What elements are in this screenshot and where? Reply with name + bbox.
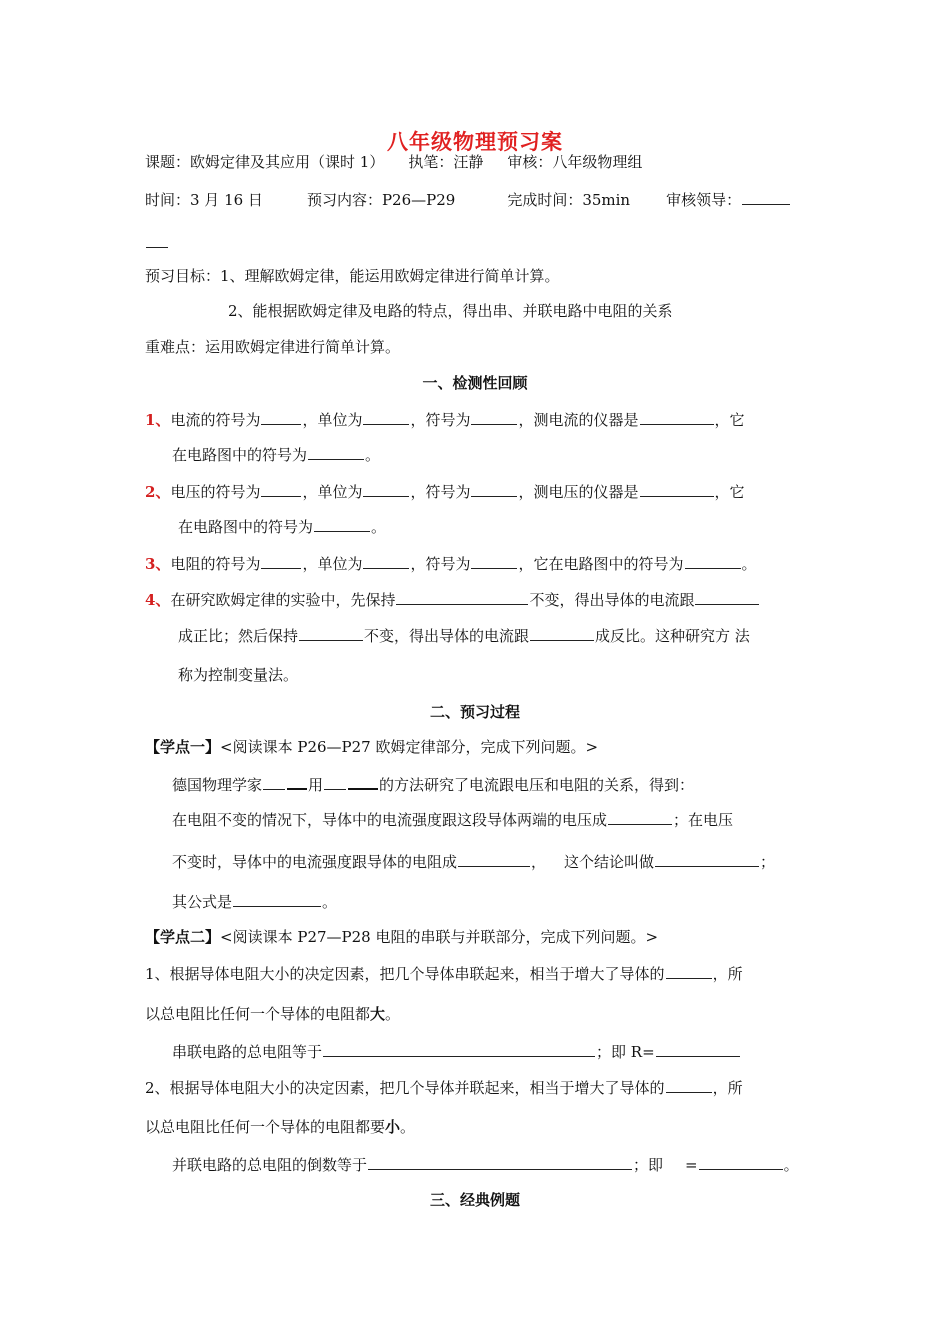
p2-text-a: 1、根据导体电阻大小的决定因素，把几个导体串联起来，相当于增大了导体的 <box>145 965 665 983</box>
p1-blank-6[interactable] <box>233 891 321 907</box>
p1-text-a: 德国物理学家 <box>172 776 263 794</box>
point-2-s1-line-1 <box>145 963 743 984</box>
point-1-line-3 <box>172 851 775 872</box>
q2-text-g: 。 <box>371 518 387 536</box>
leader-blank-2[interactable] <box>146 232 168 248</box>
p2-blank-2[interactable] <box>323 1041 595 1057</box>
q2-blank-1[interactable] <box>261 481 301 497</box>
q1-blank-2[interactable] <box>363 409 409 425</box>
p1-blank-3[interactable] <box>608 809 672 825</box>
p2-text-l: 。 <box>400 1118 416 1136</box>
key-point: 重难点：运用欧姆定律进行简单计算。 <box>145 338 401 356</box>
q1-text-g: 。 <box>365 446 381 464</box>
point-1-text: <阅读课本 P26—P27 欧姆定律部分，完成下列问题。> <box>220 738 599 756</box>
q3-text-d: ，它在电路图中的符号为 <box>518 555 684 573</box>
q4-text-a: 在研究欧姆定律的实验中，先保持 <box>170 591 396 609</box>
q3-text-c: ，符号为 <box>410 555 471 573</box>
q4-number: 4、 <box>145 591 171 609</box>
q1-text-e: ，它 <box>714 411 745 429</box>
p2-blank-5[interactable] <box>368 1154 632 1170</box>
p1-text-b: 用 <box>308 776 324 794</box>
q2-text-d: ，测电压的仪器是 <box>518 483 639 501</box>
p2-text-e: 。 <box>385 1005 401 1023</box>
q4-blank-1[interactable] <box>396 589 528 605</box>
q3-number: 3、 <box>145 555 171 573</box>
q3-blank-4[interactable] <box>685 553 741 569</box>
question-2-line-2 <box>178 516 386 537</box>
p2-blank-4[interactable] <box>666 1077 712 1093</box>
q2-blank-5[interactable] <box>314 516 370 532</box>
q3-blank-2[interactable] <box>363 553 409 569</box>
q1-blank-1[interactable] <box>261 409 301 425</box>
q2-text-c: ，符号为 <box>410 483 471 501</box>
p1-text-i: ； <box>760 853 776 871</box>
p1-blank-5[interactable] <box>655 851 759 867</box>
meta-line-2 <box>145 189 791 210</box>
document-title: 八年级物理预习案 <box>387 129 563 154</box>
p2-text-d: 大 <box>370 1005 386 1023</box>
question-4-line-2 <box>178 625 750 646</box>
question-4-line-3: 称为控制变量法。 <box>178 666 299 684</box>
p2-text-h: 2、根据导体电阻大小的决定因素，把几个导体并联起来，相当于增大了导体的 <box>145 1079 665 1097</box>
question-1-line-1 <box>145 409 745 430</box>
time-text: 时间：3 月 16 日 <box>145 191 263 209</box>
q2-blank-2[interactable] <box>363 481 409 497</box>
q4-text-e: 成反比。这种研究方 法 <box>595 627 750 645</box>
point-1-line-2 <box>172 809 733 830</box>
leader-blank-continued <box>145 232 169 253</box>
q1-blank-3[interactable] <box>471 409 517 425</box>
q1-text-f: 在电路图中的符号为 <box>172 446 308 464</box>
p1-blank-2a[interactable] <box>324 774 346 790</box>
point-1-header <box>145 737 598 757</box>
q2-text-b: ，单位为 <box>302 483 363 501</box>
section-3-heading: 三、经典例题 <box>429 1191 520 1209</box>
point-2-s2-line-3 <box>172 1154 799 1175</box>
q2-number: 2、 <box>145 483 171 501</box>
p2-text-o: = <box>685 1156 698 1174</box>
p1-blank-4[interactable] <box>458 851 530 867</box>
q4-blank-3[interactable] <box>299 625 363 641</box>
p2-text-i: ，所 <box>712 1079 743 1097</box>
duration-text: 完成时间：35min <box>507 191 631 209</box>
q3-text-e: 。 <box>741 555 757 573</box>
leader-text: 审核领导： <box>666 191 742 209</box>
p1-text-g: ， <box>531 853 547 871</box>
q3-blank-1[interactable] <box>261 553 301 569</box>
q4-blank-4[interactable] <box>530 625 594 641</box>
q4-blank-2[interactable] <box>695 589 759 605</box>
point-2-s1-line-3 <box>172 1041 741 1062</box>
goal-2: 2、能根据欧姆定律及电路的特点，得出串、并联电路中电阻的关系 <box>228 302 673 320</box>
point-2-label: 【学点二】 <box>145 928 221 946</box>
p1-text-k: 。 <box>322 893 338 911</box>
section-2-heading: 二、预习过程 <box>429 703 520 721</box>
q4-text-b: 不变，得出导体的电流跟 <box>529 591 695 609</box>
p2-blank-6[interactable] <box>699 1154 783 1170</box>
q1-blank-5[interactable] <box>308 444 364 460</box>
q3-text-a: 电阻的符号为 <box>170 555 261 573</box>
question-4-line-1 <box>145 589 760 610</box>
meta-line-1 <box>145 152 642 172</box>
question-1-line-2 <box>172 444 380 465</box>
p2-text-g: ；即 R= <box>596 1043 655 1061</box>
point-2-s2-line-2 <box>145 1117 415 1137</box>
content-text: 预习内容：P26—P29 <box>306 191 456 209</box>
point-2-text: <阅读课本 P27—P28 电阻的串联与并联部分，完成下列问题。> <box>220 928 659 946</box>
p1-text-d: 在电阻不变的情况下，导体中的电流强度跟这段导体两端的电压成 <box>172 811 608 829</box>
p1-text-f: 不变时，导体中的电流强度跟导体的电阻成 <box>172 853 458 871</box>
q1-text-a: 电流的符号为 <box>170 411 261 429</box>
q2-text-f: 在电路图中的符号为 <box>178 518 314 536</box>
p1-text-e: ；在电压 <box>673 811 734 829</box>
point-2-header <box>145 927 658 947</box>
q1-text-c: ，符号为 <box>410 411 471 429</box>
p2-text-k: 小 <box>385 1118 401 1136</box>
q2-text-e: ，它 <box>714 483 745 501</box>
point-2-s1-line-2 <box>145 1004 400 1024</box>
p1-text-j: 其公式是 <box>172 893 233 911</box>
p2-text-j: 以总电阻比任何一个导体的电阻都要 <box>145 1118 386 1136</box>
point-1-line-4 <box>172 891 337 912</box>
author-text: 执笔：汪静 <box>408 153 484 171</box>
q1-number: 1、 <box>145 411 171 429</box>
goal-1: 预习目标：1、理解欧姆定律，能运用欧姆定律进行简单计算。 <box>145 267 560 285</box>
q4-text-d: 不变，得出导体的电流跟 <box>364 627 530 645</box>
point-1-line-1 <box>172 773 694 795</box>
q4-text-c: 成正比；然后保持 <box>178 627 299 645</box>
q2-blank-4[interactable] <box>640 481 714 497</box>
p1-blank-2b[interactable] <box>348 773 378 790</box>
q1-blank-4[interactable] <box>640 409 714 425</box>
q1-text-b: ，单位为 <box>302 411 363 429</box>
q3-blank-3[interactable] <box>471 553 517 569</box>
point-2-s2-line-1 <box>145 1077 743 1098</box>
p2-text-n: ；即 <box>633 1156 664 1174</box>
section-1-heading: 一、检测性回顾 <box>422 374 528 392</box>
p2-blank-3[interactable] <box>656 1041 740 1057</box>
p1-text-h: 这个结论叫做 <box>564 853 655 871</box>
p2-text-m: 并联电路的总电阻的倒数等于 <box>172 1156 368 1174</box>
q2-text-a: 电压的符号为 <box>170 483 261 501</box>
p2-text-f: 串联电路的总电阻等于 <box>172 1043 323 1061</box>
leader-blank[interactable] <box>742 189 790 205</box>
topic-text: 课题：欧姆定律及其应用（课时 1） <box>145 153 385 171</box>
p1-blank-1b[interactable] <box>287 773 307 790</box>
point-1-label: 【学点一】 <box>145 738 221 756</box>
reviewer-text: 审核：八年级物理组 <box>507 153 643 171</box>
q1-text-d: ，测电流的仪器是 <box>518 411 639 429</box>
p2-blank-1[interactable] <box>666 963 712 979</box>
p1-blank-1a[interactable] <box>263 774 285 790</box>
q2-blank-3[interactable] <box>471 481 517 497</box>
p1-text-c: 的方法研究了电流跟电压和电阻的关系，得到： <box>379 776 695 794</box>
question-3 <box>145 553 757 574</box>
q3-text-b: ，单位为 <box>302 555 363 573</box>
p2-text-b: ，所 <box>712 965 743 983</box>
p2-text-c: 以总电阻比任何一个导体的电阻都 <box>145 1005 371 1023</box>
p2-text-p: 。 <box>783 1156 799 1174</box>
question-2-line-1 <box>145 481 745 502</box>
